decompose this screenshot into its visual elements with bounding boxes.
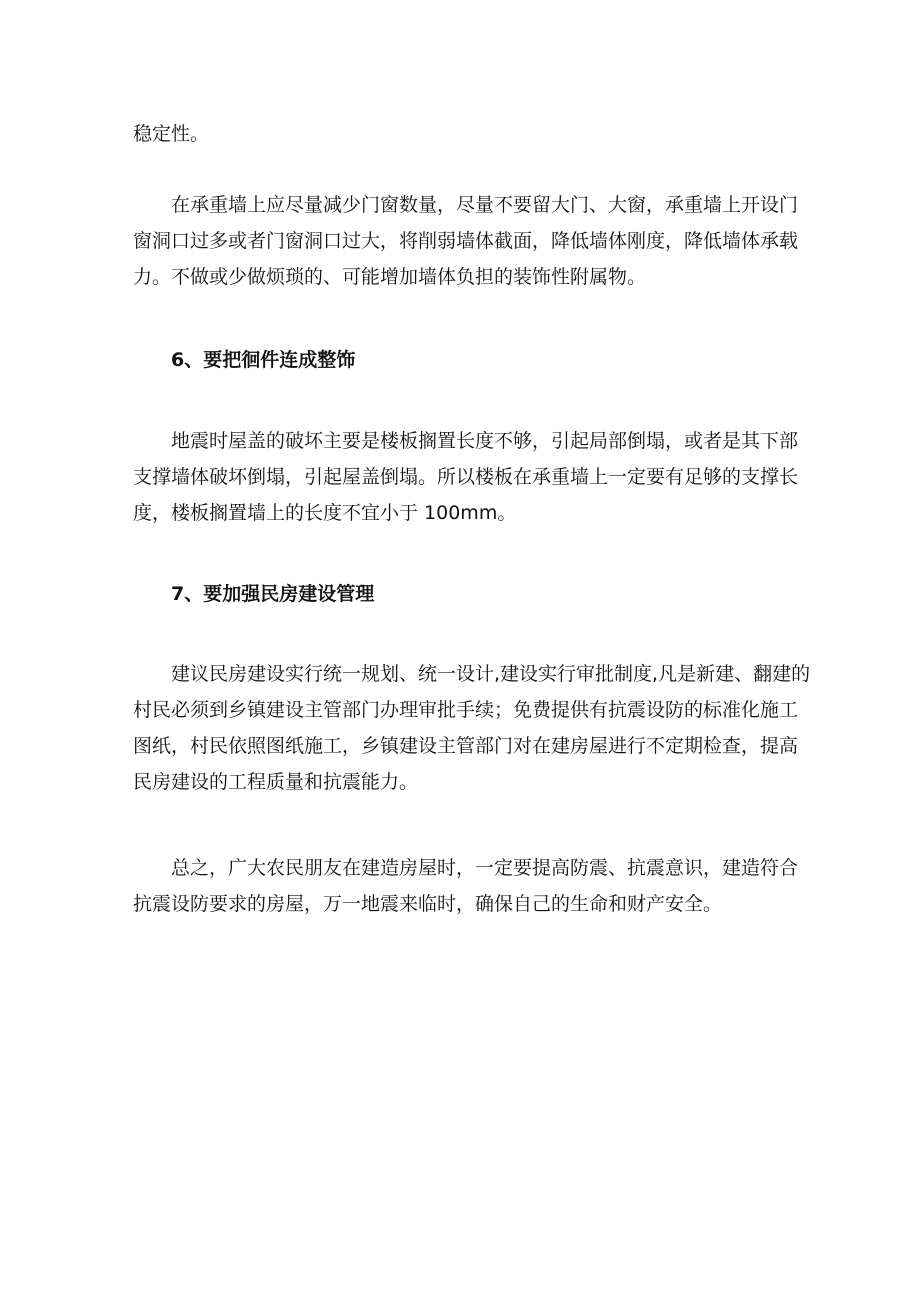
paragraph-line: 抗震设防要求的房屋，万一地震来临时，确保自己的生命和财产安全。: [133, 893, 723, 915]
paragraph-line: 图纸，村民依照图纸施工，乡镇建设主管部门对在建房屋进行不定期检查，提高: [133, 735, 799, 757]
paragraph-line: 总之，广大农民朋友在建造房屋时，一定要提高防震、抗震意识，建造符合: [171, 857, 799, 879]
paragraph-walls: [133, 187, 799, 295]
section-heading-7: 7、要加强民房建设管理: [171, 583, 375, 605]
paragraph-summary: [133, 850, 799, 922]
paragraph-line: 地震时屋盖的破坏主要是楼板搁置长度不够，引起局部倒塌，或者是其下部: [171, 430, 799, 452]
paragraph-line: 村民必须到乡镇建设主管部门办理审批手续；免费提供有抗震设防的标准化施工: [133, 699, 799, 721]
paragraph-line: 窗洞口过多或者门窗洞口过大，将削弱墙体截面，降低墙体刚度，降低墙体承载: [133, 230, 799, 252]
paragraph-line: 民房建设的工程质量和抗震能力。: [133, 771, 419, 793]
paragraph-line: 力。不做或少做烦琐的、可能增加墙体负担的装饰性附属物。: [133, 266, 647, 288]
paragraph-roof: [133, 423, 799, 531]
paragraph-management: [133, 656, 811, 800]
paragraph-line: 建议民房建设实行统一规划、统一设计,建设实行审批制度,凡是新建、翻建的: [171, 663, 811, 685]
paragraph-line: 稳定性。: [133, 123, 210, 145]
section-heading-6: 6、要把徊件连成整饰: [171, 349, 356, 371]
paragraph-line: 度，楼板搁置墙上的长度不宜小于 100mm。: [133, 502, 517, 524]
paragraph-line: 在承重墙上应尽量减少门窗数量，尽量不要留大门、大窗，承重墙上开设门: [171, 194, 799, 216]
paragraph-line: 支撑墙体破坏倒塌，引起屋盖倒塌。所以楼板在承重墙上一定要有足够的支撑长: [133, 466, 799, 488]
continuation-paragraph: [133, 116, 793, 152]
